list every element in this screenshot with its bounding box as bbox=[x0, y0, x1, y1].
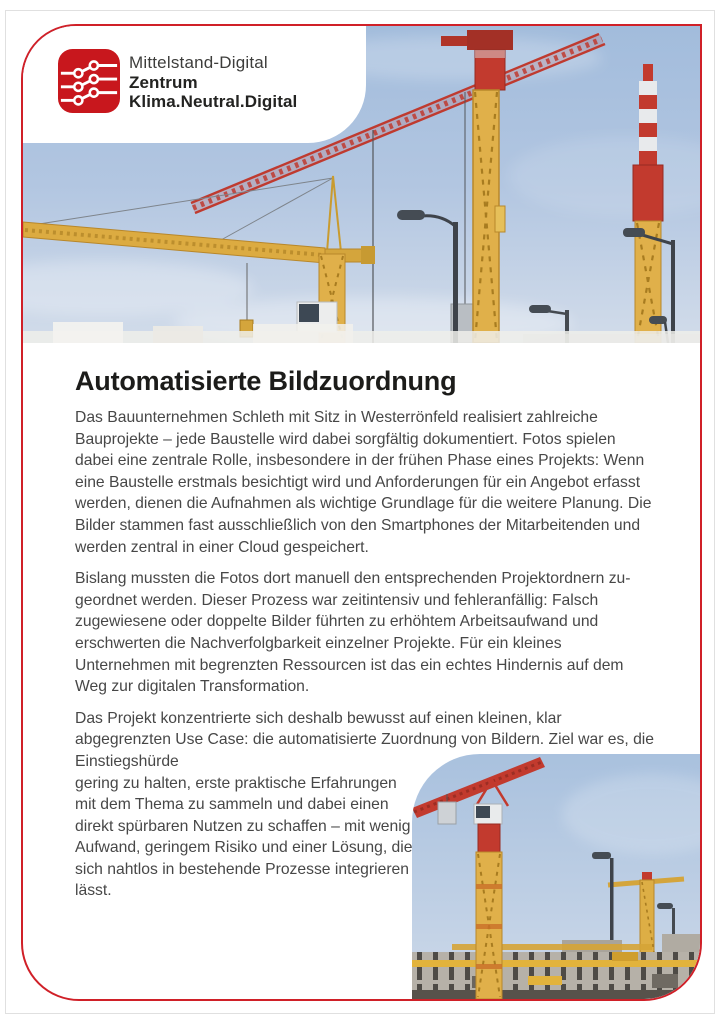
logo-wordmark bbox=[129, 53, 297, 112]
paragraph-3-wrapped: gering zu halten, erste praktische Erfahrungen mit dem Thema zu sammeln und dabei einen direkt spürbaren Nutzen zu schaffen – mit wenig Aufwand, geringem Risiko und einer Lösung, die sich nahtlos in bestehende Prozesse integrieren lässt. bbox=[75, 774, 413, 900]
logo-line-1: Mittelstand-Digital bbox=[129, 53, 268, 72]
logo-line-2: Zentrum bbox=[129, 72, 198, 92]
logo-line-3: Klima.Neutral.Digital bbox=[129, 92, 298, 111]
document-page bbox=[5, 10, 715, 1014]
page-frame bbox=[21, 24, 702, 1001]
paragraph-3-start: Das Projekt konzentrierte sich deshalb bewusst auf einen kleinen, klar abgegrenzten Use Case: die automatisierte Zuordnung von Bildern. Ziel war es, die Einstiegshürde bbox=[75, 709, 655, 770]
mittelstand-digital-logo-icon bbox=[58, 48, 120, 114]
paragraph-1: Das Bauunternehmen Schleth mit Sitz in Westerrönfeld realisiert zahlreiche Bauprojekte – jede Baustelle wird dabei sorgfältig dokumentiert. Fotos spielen dabei eine zentrale Rolle, insbesondere in der frühen Phase eines Projekts: Wenn eine Baustelle erstmals besichtigt wird und Anforderungen für ein Angebot erfasst werden, dienen die Aufnahmen als wichtige Grundlage für die weitere Planung. Die Bilder stammen fast ausschließlich von den Smartphones der Mitarbeitenden und werden zentral in einer Cloud gespeichert. bbox=[75, 409, 652, 556]
logo-box bbox=[23, 26, 366, 143]
page-title: Automatisierte Bildzuordnung bbox=[75, 366, 457, 396]
inline-photo-construction-site bbox=[412, 754, 700, 999]
paragraph-2: Bislang mussten die Fotos dort manuell den entsprechenden Projektordnern zugeordnet werden. Dieser Prozess war zeitintensiv und fehleranfällig: Falsch zugewiesene oder doppelte Bilder führten zu erhöhtem Arbeitsaufwand und erschwerten die Nachverfolgbarkeit einzelner Projekte. Für ein kleines Unternehmen mit begrenzten Ressourcen ist das ein echtes Hindernis auf dem Weg zur digitalen Transformation. bbox=[75, 570, 631, 696]
